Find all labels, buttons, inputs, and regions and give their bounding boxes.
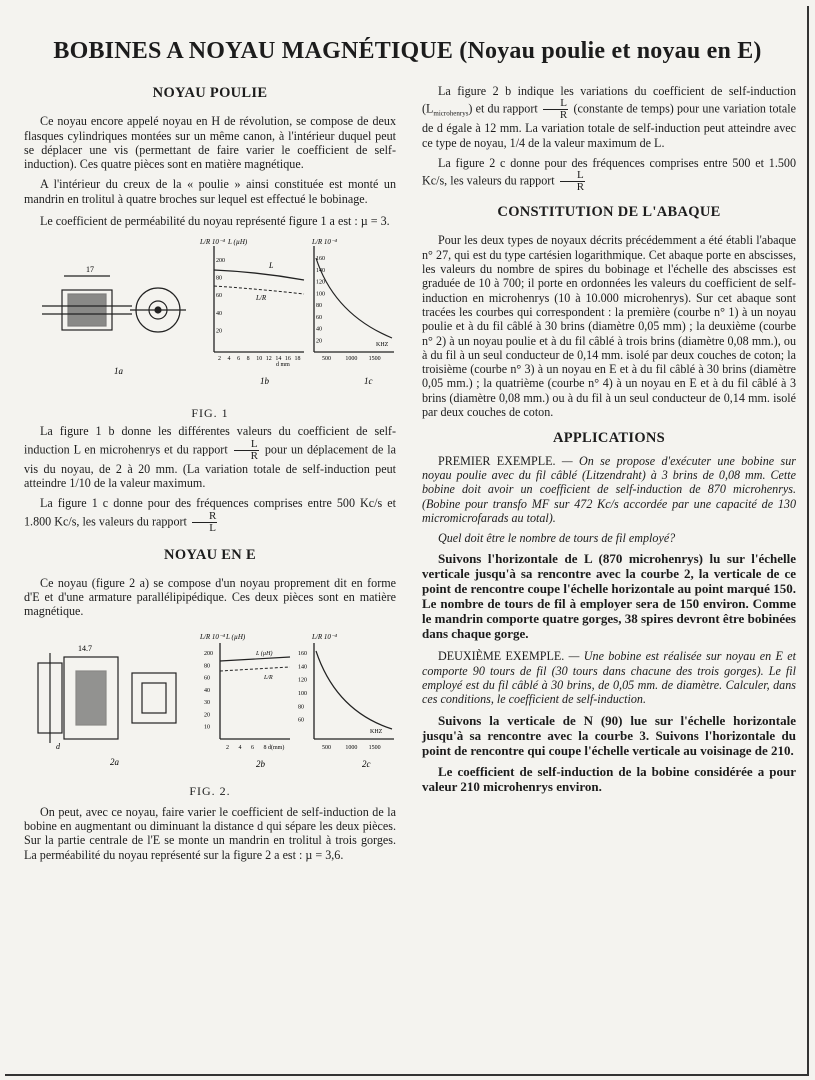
figure-2b-chart [220,643,290,739]
chart-2c-y-tick: 160 [298,650,307,657]
paragraph: Ce noyau encore appelé noyau en H de révolution, se compose de deux flasques cylindriques montées sur un même canon, à l'intérieur duquel peut se déplacer une vis (permettant de faire varier le coefficient de self-induction). Ces quatre pièces sont en matière magnétique. [24,114,396,172]
paragraph: La figure 2 b indique les variations du coefficient de self-induction $(L_{microhenrys})$ et du rapport $\frac{L}{R}$ (constante de temps) pour une variation totale de d égale à 12 mm. La variation totale de self-induction peut atteindre avec ce type de noyau, 1/4 de la valeur maximum de L. [422,84,797,150]
figure-1a-coil-drawing [42,276,186,332]
e-core-front-inner [142,683,166,713]
section-heading-noyau-en-e: NOYAU EN E [164,546,256,563]
e-core-front-outer [132,673,176,723]
chart-2b-y-tick: 80 [204,663,210,670]
figure-2-drawing [24,627,396,779]
chart-2b-y-tick: 200 [204,650,213,657]
paragraph: La figure 2 c donne pour des fréquences comprises entre 500 et 1.500 Kc/s, les valeurs du rapport $\frac{L}{R}$ [422,155,796,194]
chart-2b-x-tick: 4 [238,744,242,751]
chart-1c-y-tick: 100 [316,291,325,298]
chart-1b-x-tick: 6 [237,356,241,363]
chart-1b-x-tick: 14 [275,356,282,363]
figure-2-caption: FIG. 2. [189,784,231,799]
chart-2c-y-tick: 80 [298,704,304,711]
chart-2b-x-tick: 6 [251,744,254,751]
chart-1c-y-tick: 120 [316,279,325,286]
chart-2c-x-unit: KHZ [370,728,383,735]
chart-1c-x-unit: KHZ [376,342,389,349]
chart-2b-y-tick: 40 [204,687,210,694]
chart-1c-y-tick: 40 [316,326,322,333]
example-1-answer: Suivons l'horizontale de L (870 microhenrys) lu sur l'échelle verticale jusqu'à sa rencontre avec la courbe 2, la verticale de ce point de rencontre coupe l'échelle horizontale au point marqué 150. Le nombre de tours de fil à employer sera de 150 environ. Comme le mandrin comporte quatre gorges, 38 spires devront être bobinées dans chaque gorge. [422,551,796,642]
coil-winding [68,294,106,326]
chart-2b-x-unit: d(mm) [268,744,285,751]
paragraph: A l'intérieur du creux de la « poulie » ainsi constituée est monté un mandrin en trolitul à quatre broches sur lequel est effectué le bobinage. [24,177,396,206]
chart-1c-y-axis-label: L/R 10⁻⁴ [312,238,337,247]
fraction-L-over-R: $\frac{L}{R}$ [560,170,585,193]
chart-1c-y-tick: 140 [316,268,325,275]
figure-1-drawing [24,234,396,400]
chart-2b-y-axis-label: L/R 10⁻⁴ [200,632,225,641]
chart-1c-y-tick: 60 [316,315,322,322]
dim-label: 17 [86,265,94,275]
chart-1b-x-tick: 2 [218,356,221,363]
chart-2c-y-tick: 140 [298,664,307,671]
chart-2c-x-tick: 500 [322,744,331,751]
chart-2c-x-tick: 1000 [345,744,358,751]
chart-1b-y-tick: 20 [216,328,222,335]
figure-2c-label: 2c [362,758,371,769]
chart-1b-y-tick: 40 [216,311,222,318]
example-2: DEUXIÈME EXEMPLE. — Une bobine est réalisée sur noyau en E et comporte 90 tours de fil (30 tours dans chacune des trois gorges). Le fil employé est du fil câblé à 30 brins, de 0,05 mm. de diamètre. Calculer, dans ces conditions, le coefficient de self-induction. [422,649,797,707]
paragraph: Le coefficient de perméabilité du noyau représenté figure 1 a est : µ = 3. [40,214,390,229]
chart-2c-y-axis-label: L/R 10⁻⁴ [312,632,337,641]
chart-1b-x-tick: 4 [227,356,231,363]
e-core-winding [76,671,106,725]
chart-2c-curve [316,651,392,729]
paragraph: La figure 1 b donne les différentes valeurs du coefficient de self-induction L en microhenrys et du rapport $\frac{L}{R}$ pour un déplacement de la vis du noyau, de 2 à 20 mm. (La variation totale de self-induction peut atteindre 1/10 de la valeur maximum. [24,424,397,490]
chart-2b-x-tick: 2 [226,744,229,751]
chart-2c-x-tick: 1500 [368,744,381,751]
section-heading-constitution-abaque: CONSTITUTION DE L'ABAQUE [497,204,721,221]
figure-2a-label: 2a [110,756,119,767]
figure-1a-label: 1a [114,366,123,377]
paragraph: On peut, avec ce noyau, faire varier le coefficient de self-induction de la bobine en augmentant ou diminuant la distance d qui sépare les deux pièces. Sur la partie centrale de l'E se monte un mandrin en trolitul à trois gorges. La perméabilité du noyau représenté sur la figure 2 a est : µ = 3,6. [24,804,396,862]
figure-2a-e-core-drawing [38,653,176,743]
chart-2b-curve-L-label: L (µH) [256,650,273,657]
chart-1c-y-tick: 80 [316,303,322,310]
chart-1b-x-tick: 8 [246,356,250,363]
section-heading-noyau-poulie: NOYAU POULIE [152,85,268,101]
fraction-L-over-R: $\frac{L}{R}$ [234,439,259,462]
chart-1b-y-tick: 80 [216,275,222,282]
chart-1b-y-title: L (µH) [228,238,248,247]
chart-2b-y-tick: 20 [204,712,210,719]
dim-label-d: d [56,741,60,751]
paragraph: Pour les deux types de noyaux décrits précédemment a été établi l'abaque n° 27, qui est du type cartésien logarithmique. Cet abaque porte en abscisses, les valeurs du nombre de spires du bobinage et l'échelle des abscisses est graduée de 10 à 700; il porte en ordonnées les valeurs du coefficient de self-induction en microhenrys (10 à 10.000 microhenrys). Sur cet abaque sont tracées les courbes qui correspondent : la première (courbe n° 1) à un noyau poulie et à du fil câblé à 30 brins (diamètre 0,05 mm) ; la deuxième (courbe n° 2) à un noyau poulie et à du fil câblé à trois brins (diamètre 0,08 mm.), ou à du fil à un seul conducteur de 0,14 mm. isolé par deux couches de coton; la troisième (courbe n° 3) à un noyau en E et à du fil câblé à 30 brins (diamètre 0,05 mm.) ; la quatrième (courbe n° 4) à un noyau en E et à du fil câblé à 3 brins (diamètre 0,08 mm.) ou à du fil à un seul conducteur de 0,14 mm. isolé par deux couches de coton. [422,233,796,420]
chart-1c-x-tick: 500 [322,356,331,363]
section-heading-applications: APPLICATIONS [552,430,666,447]
left-column [24,80,396,868]
fraction-R-over-L: $\frac{R}{L}$ [192,511,217,534]
chart-1b-x-tick: 10 [256,356,263,363]
paragraph: La figure 1 c donne pour des fréquences comprises entre 500 Kc/s et 1.800 Kc/s, les valeurs du rapport $\frac{R}{L}$ [24,496,396,534]
chart-2b-curve-LR [220,667,290,671]
chart-2b-x-tick: 8 [263,744,267,751]
chart-2b-y-tick: 60 [204,675,210,682]
chart-2b-y-tick: 30 [204,699,210,706]
chart-2b-curve-L [220,657,290,661]
figure-1c-label: 1c [364,376,373,387]
figure-1b-label: 1b [260,376,269,387]
chart-2b-curve-LR-label: L/R [264,674,273,681]
example-2-answer: Suivons la verticale de N (90) lue sur l'échelle horizontale jusqu'à sa rencontre avec la courbe 3. Suivons l'horizontale du point de rencontre qui coupe l'échelle verticale au voisinage de 210. [422,712,796,758]
chart-1b-y-tick: 60 [216,293,222,300]
chart-2c-y-tick: 120 [298,677,307,684]
figure-1c-chart [314,246,394,352]
chart-1c-curve [316,258,392,338]
chart-1b-x-tick: 12 [265,356,272,363]
chart-1b-curve-LR [214,286,304,294]
chart-1b-x-tick: 16 [284,356,291,363]
figure-1-caption: FIG. 1 [191,405,229,420]
figure-1 [24,234,396,420]
chart-2c-y-tick: 100 [298,690,307,697]
chart-1b-x-tick: 18 [294,356,301,363]
example-1: PREMIER EXEMPLE. — On se propose d'exécuter une bobine sur noyau poulie avec du fil câblé (Litzendraht) à 3 brins de 0,08 mm. Cette bobine doit avoir un coefficient de self-induction de 870 microhenrys. (Bobine pour transfo MF sur 472 Kc/s accordée par une capacité de 130 micromicrofarads au total). [422,453,796,525]
chart-1c-y-tick: 160 [316,256,325,263]
page-title: BOBINES A NOYAU MAGNÉTIQUE (Noyau poulie et noyau en E) [53,38,762,64]
dim-label: 14.7 [78,643,92,653]
figure-2 [24,627,396,797]
chart-1c-y-tick: 20 [316,338,322,345]
chart-1c-x-tick: 1000 [345,356,358,363]
chart-1b-curve-L [214,270,304,280]
right-column [422,80,796,800]
chart-1c-x-tick: 1500 [368,356,381,363]
example-2-conclusion: Le coefficient de self-induction de la bobine considérée a pour valeur 210 microhenrys environ. [422,763,796,794]
chart-1b-curve-LR-label: L/R [256,294,267,303]
chart-2b-y-tick: 10 [204,724,210,731]
chart-2b-y-title: L (µH) [226,632,246,641]
paragraph: Ce noyau (figure 2 a) se compose d'un noyau proprement dit en forme d'E et d'une armature parallélipipédique. Ces deux pièces sont en matière magnétique. [24,575,396,619]
fraction-L-over-R: $\frac{L}{R}$ [543,98,568,121]
chart-1b-y-axis-label: L/R 10⁻⁴ [200,238,225,247]
example-1-question: Quel doit être le nombre de tours de fil employé? [438,531,676,546]
chart-2c-y-tick: 60 [298,717,304,724]
figure-2b-label: 2b [256,758,265,769]
chart-1b-y-tick: 200 [216,258,225,265]
chart-1b-x-unit: d mm [276,362,290,369]
figure-2c-chart [314,643,394,739]
chart-1b-curve-L-label: L [269,261,274,271]
